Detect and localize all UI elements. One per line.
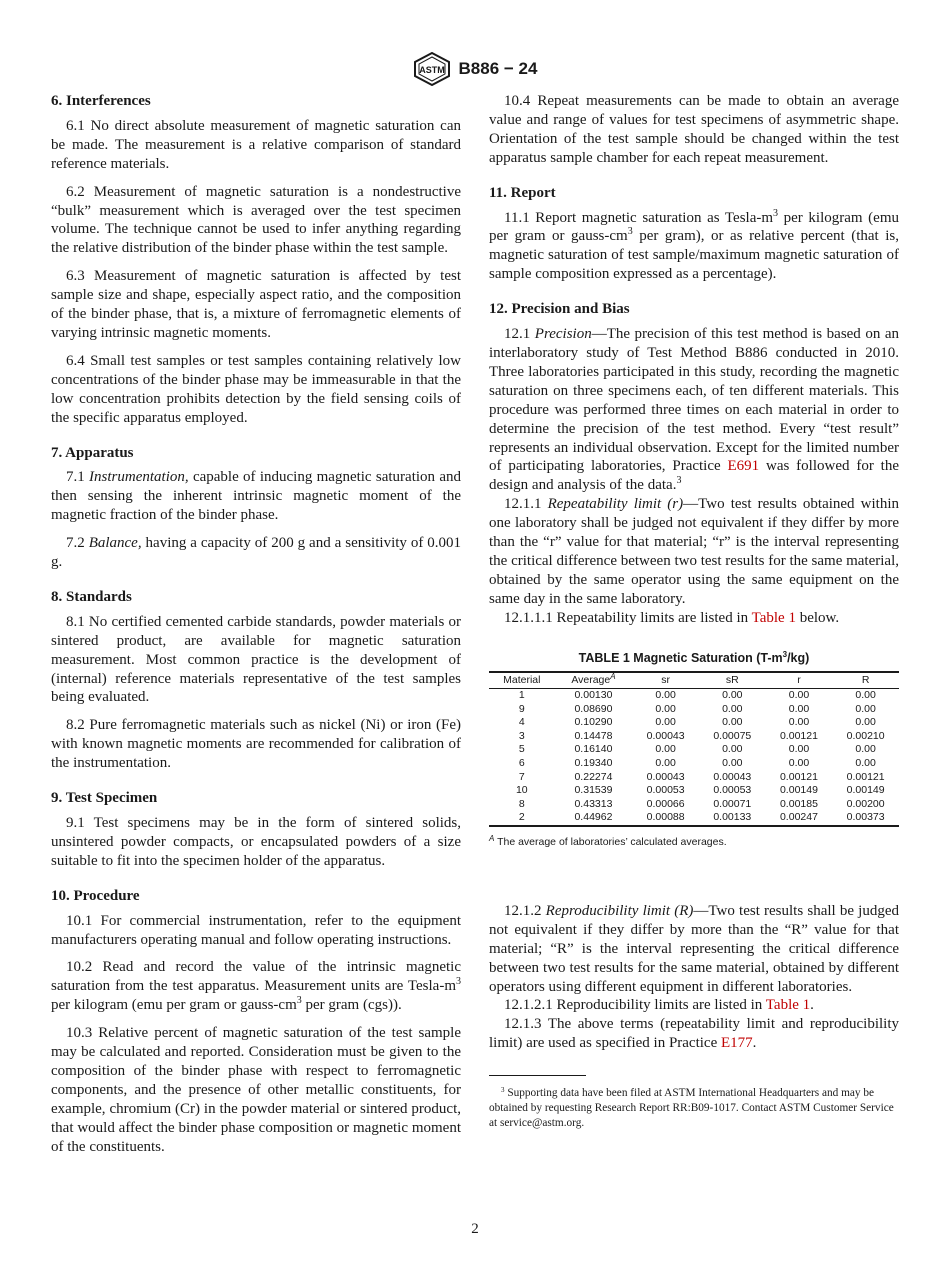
section-heading: 9. Test Specimen	[51, 790, 158, 807]
section-heading: 11. Report	[489, 184, 556, 201]
table-cell: 0.14478	[574, 729, 613, 742]
table-cell: 0.00200	[846, 797, 885, 810]
footnote-ref[interactable]: 3	[676, 475, 682, 487]
table-1	[489, 649, 899, 852]
table-cell: 5	[518, 743, 525, 756]
table-cell: 0.00121	[779, 729, 818, 742]
text-run: Average	[571, 674, 611, 687]
table-cell: 0.00	[722, 689, 743, 702]
section-heading: 8. Standards	[51, 588, 132, 605]
paragraph-10-2	[51, 958, 461, 1015]
table-cell: 0.00	[722, 702, 743, 715]
table-cell: 2	[489, 811, 555, 826]
col-header-material: Material	[489, 672, 555, 688]
text-run: below.	[795, 609, 840, 626]
table-row	[489, 743, 899, 757]
table-cell: 0.00	[788, 689, 810, 702]
term: Repeatability limit (r)	[547, 496, 684, 513]
col-header-r: r	[766, 672, 833, 688]
table-header-row	[489, 672, 899, 688]
table-cell: 0.16140	[574, 743, 613, 756]
paragraph-7-1	[51, 468, 461, 525]
paragraph-12-1-3	[489, 1015, 899, 1053]
paragraph-number: 12.1.1	[504, 496, 542, 513]
table-cell: 0.00053	[646, 784, 685, 797]
table-cell: 0.00088	[632, 811, 699, 826]
paragraph-12-1-1	[489, 495, 899, 608]
table-row	[489, 784, 899, 798]
table-cell: 0.00053	[713, 784, 752, 797]
table-cell: 0.00	[722, 757, 743, 770]
table-cell: 6	[518, 757, 525, 770]
paragraph-text: capable of inducing magnetic saturation and then sensing the inherent intrinsic magnetic moment of the magnetic fraction of the binder phase.	[51, 469, 461, 524]
paragraph-9-1: 9.1 Test specimens may be in the form of sintered solids, unsintered powder compacts, or encapsulated powders of a size suitable to fit into the specimen holder of the apparatus.	[51, 815, 461, 869]
paragraph-6-2: 6.2 Measurement of magnetic saturation is a nondestructive “bulk” measurement which is averaged over the test specimen volume. The technique cannot be used to infer anything regarding the relative distribution of the binder phase within the test sample.	[51, 183, 461, 257]
table-row	[489, 703, 899, 717]
superscript: 3	[296, 995, 302, 1007]
table-cell: 0.00071	[713, 797, 752, 810]
table-cell: 0.00	[722, 716, 743, 729]
table-cell: 0.00	[855, 743, 876, 756]
table-cell: 0.00	[855, 702, 876, 715]
page-number: 2	[471, 1221, 479, 1237]
table-cell: 0.19340	[574, 757, 613, 770]
table-row	[489, 798, 899, 812]
paragraph-11-1	[489, 209, 899, 285]
paragraph-text: having a capacity of 200 g and a sensitivity of 0.001 g.	[51, 535, 462, 571]
page-header	[0, 52, 950, 86]
table-note	[489, 833, 899, 852]
paragraph-number: 7.1	[66, 469, 85, 486]
superscript: 3	[456, 976, 461, 988]
section-heading: 10. Procedure	[51, 887, 140, 904]
table-cell: 0.00	[855, 689, 876, 702]
text-run: .	[752, 1035, 757, 1052]
table-cell: 0.00	[788, 743, 810, 756]
paragraph-12-1-1-1	[489, 609, 899, 628]
paragraph-12-1	[489, 325, 899, 495]
table-cell: 0.00	[788, 702, 810, 715]
paragraph-number: 12.1.2	[504, 902, 542, 919]
table-cell: 0.00	[788, 757, 810, 770]
paragraph-8-2: 8.2 Pure ferromagnetic materials such as nickel (Ni) or iron (Fe) with known magnetic moments are recommended for calibration of the instrumentation.	[51, 717, 461, 772]
term: Instrumentation,	[89, 469, 189, 486]
text-run: .	[810, 997, 814, 1014]
table-cell: 0.22274	[574, 770, 613, 783]
footnote-3	[489, 1086, 899, 1131]
footnote-divider	[489, 1075, 586, 1076]
table-cell: 0.00	[655, 757, 676, 770]
superscript: A	[610, 672, 616, 682]
text-run: /kg)	[787, 650, 810, 665]
section-heading: 6. Interferences	[51, 93, 151, 109]
text-run: 11.1 Report magnetic saturation as Tesla-m	[504, 209, 774, 226]
superscript: 3	[782, 649, 788, 659]
paragraph-10-1: 10.1 For commercial instrumentation, refer to the equipment manufacturers operating manual and follow operating instructions.	[51, 912, 461, 948]
link-table-1[interactable]: Table 1	[751, 609, 796, 626]
text-run: Supporting data have been filed at ASTM International Headquarters and may be obtained by requesting Research Report RR:B09-1017. Contact ASTM Customer Service at service@astm.org.	[489, 1087, 894, 1130]
left-column	[51, 92, 461, 1163]
table-cell: 0.00121	[846, 770, 885, 783]
table-cell: 0.00043	[713, 770, 752, 783]
section-6	[51, 92, 461, 428]
paragraph-number: 12.1	[504, 326, 531, 343]
text-run: 12.1.1.1 Repeatability limits are listed in	[504, 609, 752, 626]
text-run: 10.2 Read and record the value of the intrinsic magnetic saturation from the test apparatus. Measurement units are Tesla-m	[51, 959, 461, 995]
col-header-average	[555, 672, 633, 688]
term: Balance,	[88, 535, 142, 552]
table-cell: 7	[518, 770, 525, 783]
text-run: TABLE 1 Magnetic Saturation (T-m	[578, 650, 783, 665]
superscript: A	[489, 834, 495, 843]
paragraph-number: 7.2	[66, 535, 85, 552]
table-cell: 4	[518, 716, 525, 729]
link-e177[interactable]: E177	[721, 1035, 753, 1052]
col-header-R: R	[832, 672, 899, 688]
table-cell: 0.00043	[646, 770, 685, 783]
paragraph-6-1: 6.1 No direct absolute measurement of magnetic saturation can be made. The measurement is a relative comparison of standard reference materials.	[51, 117, 461, 172]
text-run: —Two test results obtained within one laboratory shall be judged not equivalent if they differ by more than the “r” value for that material; “r” is the interval representing the critical difference between two test results for the same material, obtained by the same operator using the same equipment on the same day in the same laboratory.	[489, 496, 899, 607]
text-run: —Two test results shall be judged not equivalent if they differ by more than the “R” value for that material; “R” is the interval representing the critical difference between two test results for the same material, obtained by different operators using different equipment in different laboratories.	[489, 902, 899, 995]
table-cell: 0.00	[655, 743, 676, 756]
astm-logo-icon	[413, 52, 451, 86]
right-column	[489, 92, 899, 1131]
section-11	[489, 184, 899, 285]
link-e691[interactable]: E691	[727, 458, 760, 475]
col-header-sR: sR	[699, 672, 766, 688]
table-cell: 0.00185	[779, 797, 818, 810]
section-7	[51, 444, 461, 572]
paragraph-12-1-2	[489, 902, 899, 997]
table-cell: 0.00121	[779, 770, 818, 783]
table-cell: 0.00247	[766, 811, 833, 826]
paragraph-12-1-2-1	[489, 996, 899, 1015]
link-table-1[interactable]: Table 1	[765, 997, 811, 1014]
term: Reproducibility limit (R)	[545, 902, 694, 919]
table-cell: 0.00	[722, 743, 743, 756]
table-cell: 0.31539	[574, 784, 613, 797]
table-cell: 0.44962	[555, 811, 633, 826]
table-cell: 10	[515, 784, 528, 797]
text-run: per kilogram (emu per gram or gauss-cm	[51, 997, 297, 1014]
superscript: 3	[501, 1086, 505, 1095]
table-cell: 0.00210	[846, 729, 885, 742]
table-cell: 0.08690	[574, 702, 613, 715]
standard-designation: B886 − 24	[458, 59, 538, 78]
logo-text: ASTM	[418, 65, 445, 75]
table-cell: 0.00	[855, 757, 876, 770]
text-run: per gram), or as relative percent (that is, magnetic saturation of test sample/maximum magnetic saturation of sample composition expressed as a percentage).	[489, 228, 900, 283]
table-row	[489, 689, 899, 703]
table-cell: 0.00043	[646, 729, 685, 742]
table-cell: 0.00133	[699, 811, 766, 826]
text-run: per kilogram (emu per gram or gauss-cm	[489, 209, 899, 245]
table-cell: 3	[518, 729, 525, 742]
section-12	[489, 300, 899, 627]
table-cell: 8	[518, 797, 525, 810]
table-cell: 0.00149	[779, 784, 818, 797]
section-heading: 7. Apparatus	[51, 444, 134, 461]
paragraph-10-4: 10.4 Repeat measurements can be made to obtain an average value and range of values for test specimens of asymmetric shape. Orientation of the test sample should be changed within the test apparatus sample chamber for each repeat measurement.	[489, 93, 899, 166]
table-cell: 0.00	[655, 689, 676, 702]
table-cell: 1	[518, 689, 525, 702]
table-body	[489, 689, 899, 826]
table-cell: 0.00075	[713, 729, 752, 742]
text-run: per gram (cgs)).	[301, 997, 402, 1014]
section-heading: 12. Precision and Bias	[489, 301, 630, 318]
text-run: was followed for the design and analysis of the data.	[489, 458, 899, 494]
table-row	[489, 716, 899, 730]
table-row	[489, 771, 899, 785]
paragraph-7-2	[51, 534, 461, 572]
text-run: —The precision of this test method is based on an interlaboratory study of Test Method B886 conducted in 2010. Three laboratories participated in this study, recording the magnetic saturation on three specimens each, of ten different materials. This procedure was performed three times on each material in order to determine the precision of the test method. Every “test result” represents an individual observation. Except for the limited number of participating laboratories, Practice	[489, 326, 900, 475]
table-cell: 0.10290	[574, 716, 613, 729]
table-cell: 0.00130	[574, 689, 613, 702]
table-cell: 0.00	[655, 716, 676, 729]
table-row	[489, 811, 899, 826]
table-cell: 0.00373	[832, 811, 899, 826]
table-cell: 0.00	[655, 702, 676, 715]
table-row	[489, 730, 899, 744]
section-9	[51, 789, 461, 871]
text-run: The average of laboratories’ calculated averages.	[494, 836, 727, 848]
table-cell: 9	[518, 702, 525, 715]
col-header-sr: sr	[632, 672, 699, 688]
text-run: 12.1.2.1 Reproducibility limits are listed in	[504, 997, 766, 1014]
paragraph-10-3: 10.3 Relative percent of magnetic saturation of the test sample may be calculated and reported. Consideration must be given to the composition of the binder phase with respect to ferromagnetic components, and the presence of other metallic constituents, for example, chromium (Cr) in the powder material or sintered product, that would affect the binder phase composition or magnetic moment of the constituents.	[51, 1025, 461, 1155]
table-cell: 0.43313	[574, 797, 613, 810]
superscript: 3	[627, 226, 633, 238]
section-8	[51, 588, 461, 773]
paragraph-6-3: 6.3 Measurement of magnetic saturation is affected by test sample size and shape, especially aspect ratio, and the composition of the binder phase, that is, a mixture of ferromagnetic elements of varying intrinsic magnetic moments.	[51, 268, 461, 341]
paragraph-6-4: 6.4 Small test samples or test samples containing relatively low concentrations of the binder phase may be immeasurable in that the low concentration prohibits detection by the field sensing coils of the specific apparatus employed.	[51, 352, 461, 426]
superscript: 3	[773, 207, 779, 219]
table-cell: 0.00	[855, 716, 876, 729]
table-title	[489, 649, 899, 668]
section-12-continued	[489, 902, 899, 1053]
magnetic-saturation-table	[489, 671, 899, 827]
term: Precision	[534, 326, 592, 343]
table-cell: 0.00	[788, 716, 810, 729]
table-row	[489, 757, 899, 771]
table-cell: 0.00066	[646, 797, 685, 810]
section-10	[51, 887, 461, 1157]
table-cell: 0.00149	[846, 784, 885, 797]
paragraph-8-1: 8.1 No certified cemented carbide standards, powder materials or sintered product, are available for magnetic saturation measurement. Most common practice is the development of (internal) reference materials representative of the test samples being evaluated.	[51, 613, 461, 706]
section-10-continued	[489, 92, 899, 168]
text-run: 12.1.3 The above terms (repeatability limit and reproducibility limit) are used as specified in Practice	[489, 1016, 899, 1052]
